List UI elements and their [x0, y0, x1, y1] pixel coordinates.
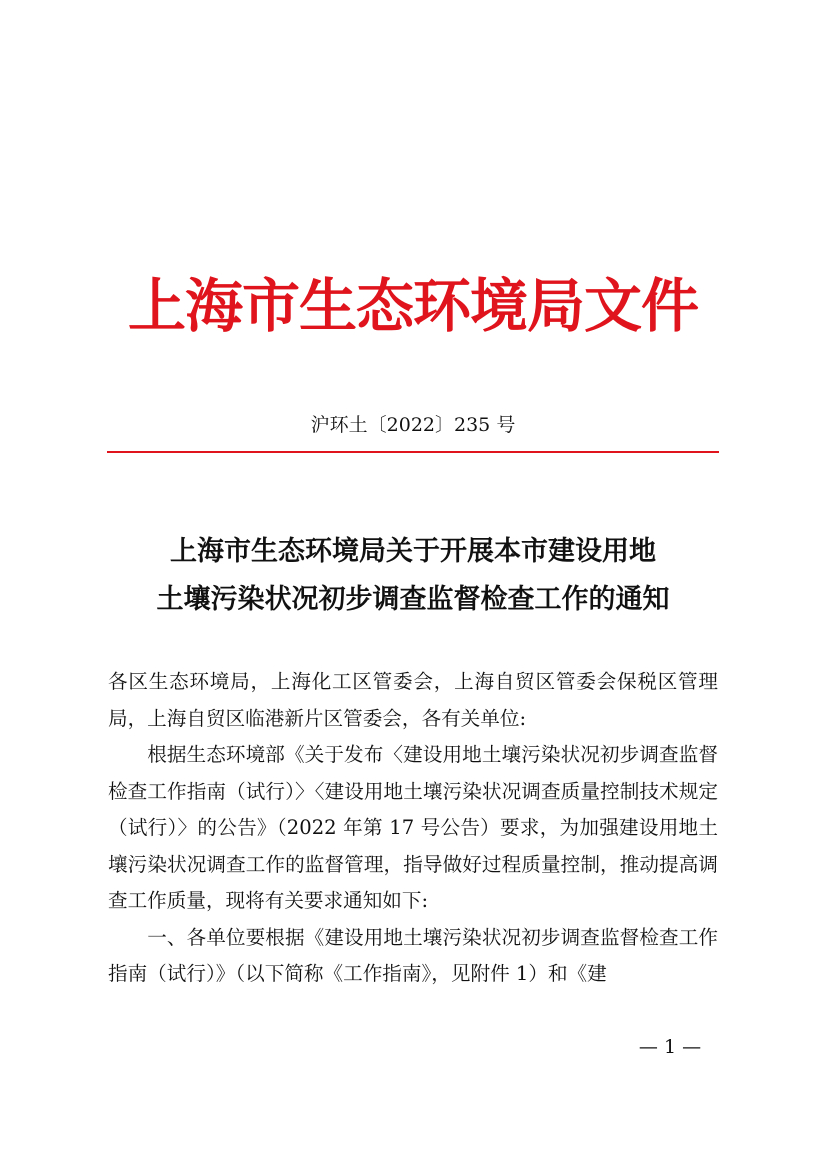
body-paragraph: 一、各单位要根据《建设用地土壤污染状况初步调查监督检查工作指南（试行）》（以下简称《工作指南》，见附件 1）和《建 [108, 925, 718, 985]
title-line: 土壤污染状况初步调查监督检查工作的通知 [156, 584, 670, 615]
document-masthead: 上海市生态环境局文件 [127, 272, 698, 340]
red-divider-line [107, 451, 719, 453]
document-title [0, 528, 826, 624]
addressee-paragraph: 各区生态环境局，上海化工区管委会，上海自贸区管委会保税区管理局，上海自贸区临港新片区管委会，各有关单位: [108, 670, 718, 730]
document-body [108, 664, 718, 993]
title-line: 上海市生态环境局关于开展本市建设用地 [170, 536, 656, 567]
document-number: 沪环土〔2022〕235 号 [310, 414, 516, 436]
body-paragraph: 根据生态环境部《关于发布〈建设用地土壤污染状况初步调查监督检查工作指南（试行）〉〈建设用地土壤污染状况调查质量控制技术规定（试行）〉的公告》（2022 年第 17 号公告）要求，为加强建设用地土壤污染状况调查工作的监督管理，指导做好过程质量控制，推动提高调查工作质量，现将有关要求通知如下: [108, 743, 718, 912]
page-number: — 1 — [638, 1036, 702, 1058]
